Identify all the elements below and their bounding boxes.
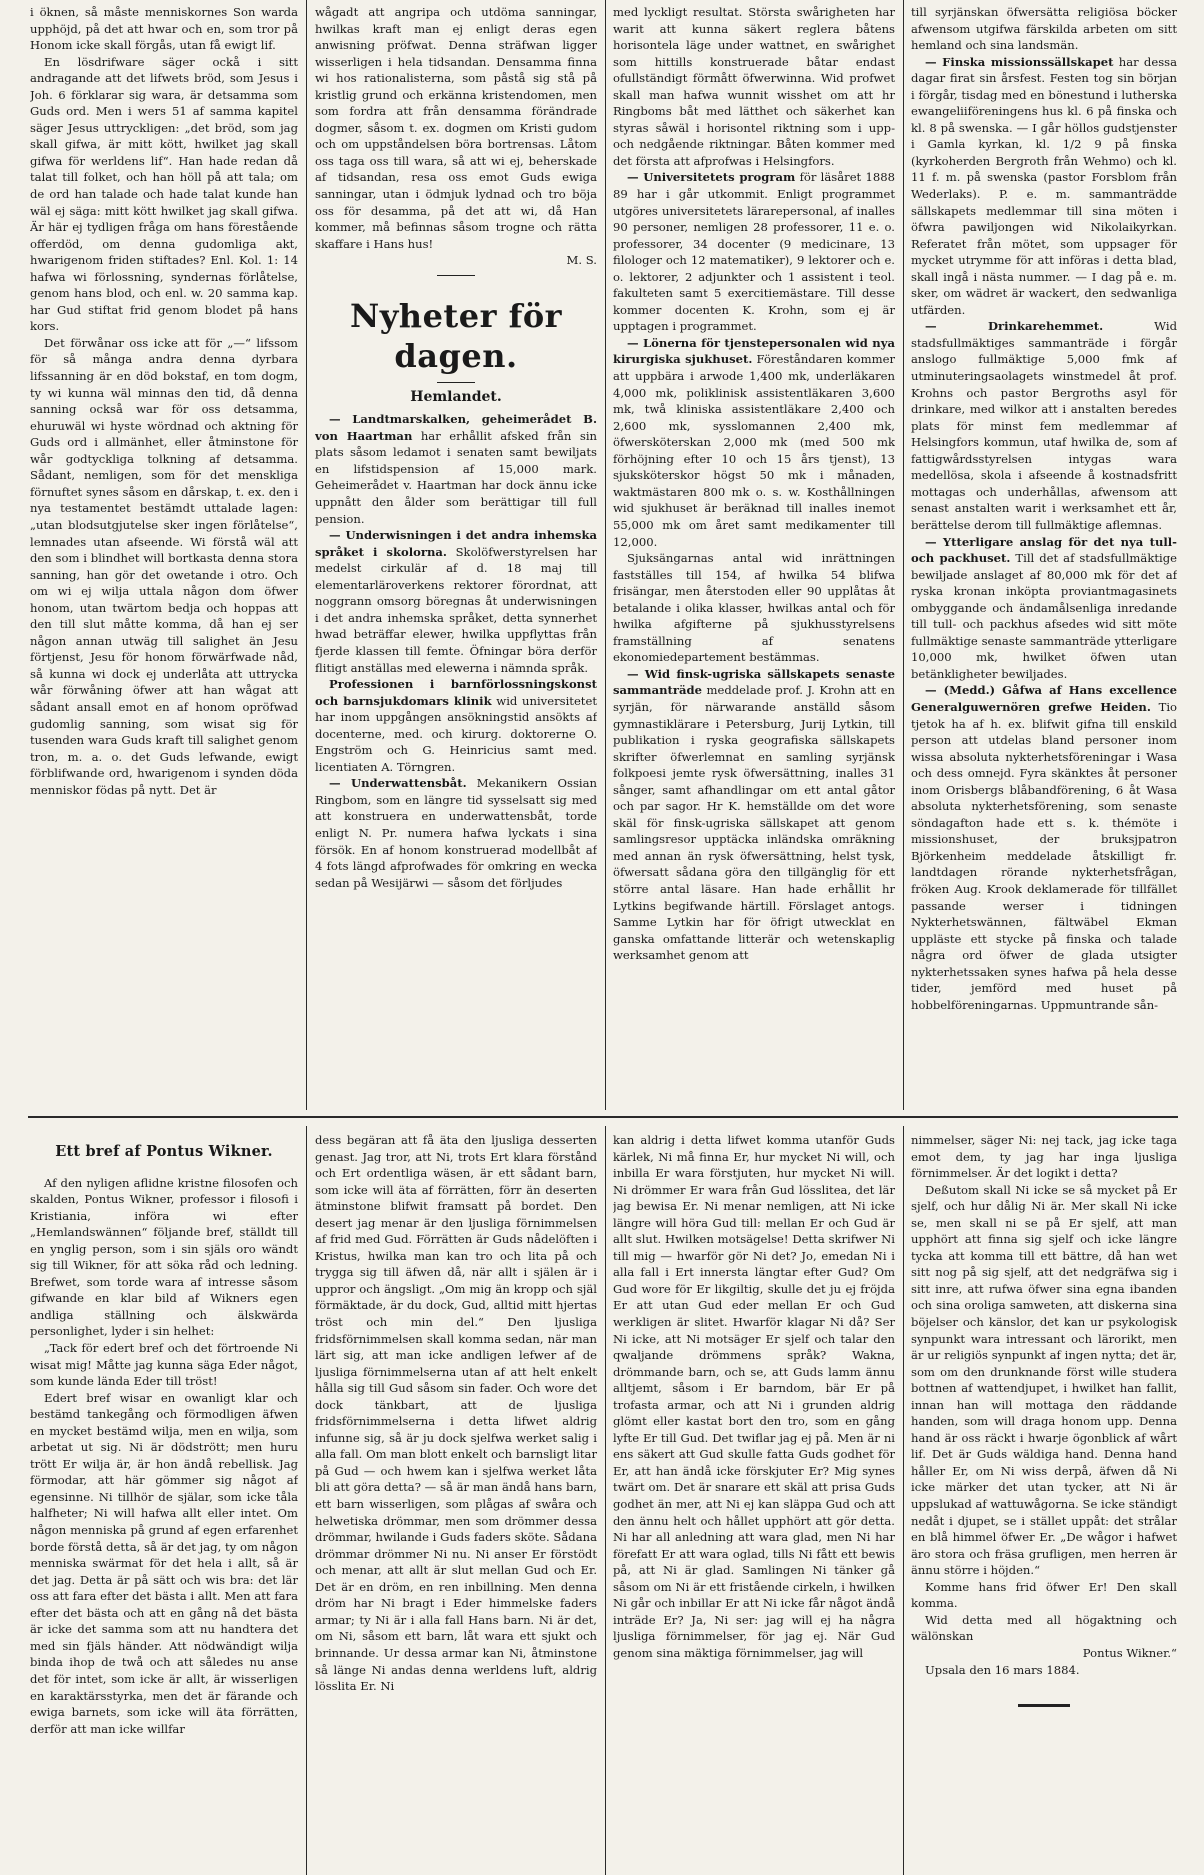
column-rule xyxy=(903,1126,904,1875)
news-item xyxy=(613,4,895,169)
news-text: för läsåret 1888 89 har i går utkommit. Enligt programmet utgöres universitetets lärarepersonal, af inalles 90 personer, nemligen 28 professorer, 11 e. o. professorer, 34 docenter (9 medicinare, 13 filologer och 12 matematiker), 9 lektorer och e. o. lektorer, 2 adjunkter och 1 assistent i teol. fakulteten samt 5 exercitiemästare. Till desse kommer docenten K. Krohn, som ej är upptagen i programmet. xyxy=(613,170,895,334)
author-signature: M. S. xyxy=(566,253,597,268)
news-item xyxy=(911,4,1177,54)
news-text: Tio tjetok ha af h. ex. blifwit gifna till enskild person att utdelas bland personer inom wissa absoluta nykterhetsföreningar i Wasa och dess omnejd. Fyra skänktes åt personer inom Orisbergs blåbandförening, 6 åt Wasa absoluta nykterhetsförening, som senaste söndagafton hade ett s. k. thémöte i missionshuset, der bruksjpatron Björkenheim meddelade åtskilligt fr. landtdagen rörande nykterhetsfrågan, fröken Aug. Krook deklamerade för tillfället passande werser i tidningen Nykterhetswännen, fältwäbel Ekman uppläste ett stycke på finska och talade några ord öfwer de glada utsigter nykterhetssaken synes hafwa på hela desse tider, jemförd med huset på hobbelföreningarnas. Uppmuntrande sån- xyxy=(911,699,1177,1012)
news-item xyxy=(613,550,895,666)
news-title: — Underwattensbåt. xyxy=(329,776,467,791)
news-item xyxy=(315,411,597,527)
news-title: Professionen i barnförlossningskonst och barnsjukdomars klinik xyxy=(315,677,597,708)
news-text: har erhållit afsked från sin plats såsom ledamot i senaten samt bewiljats en lifstidspension af 15,000 mark. Geheimerådet v. Haartman har dock ännu icke uppnått den ålder som berättigar till full pension. xyxy=(315,428,597,526)
news-item xyxy=(315,676,597,775)
news-title: — Underwisningen i det andra inhemska språket i skolorna. xyxy=(315,528,597,559)
column-rule xyxy=(605,1126,606,1875)
news-title: — Finska missionssällskapet xyxy=(925,54,1114,69)
bottom-column-3 xyxy=(613,1132,895,1872)
letter-text: Edert bref wisar en owanligt klar och bestämd tankegång och förmodligen äfwen en mycket bestämd wilja, men en wilja, som arbetat ut sig. Ni är dödstrött; men huru trött Er wilja är, är hon ändå rebellisk. Jag förmodar, att här gömmer sig något af egensinne. Ni tillhör de själar, som icke tåla halfheter; Ni will hafwa allt eller intet. Om någon menniska på grund af egen erfarenhet borde förstå detta, så är det jag, ty om någon menniska swärmat för det hela i allt, så är det jag. Detta är på sätt och wis bra: det lär oss att fara efter det bästa i allt. Men att fara efter det bästa och att en gång nå det bästa är icke det samma som att nu handtera det med sin fjäls händer. Att nödwändigt wilja binda ihop de twå och att således nu anse det för intet, som icke är allt, är wisserligen en karaktärsstyrka, men det är färande och ewiga barnets, som icke will äta förrätten, derför att man icke willfar xyxy=(30,1390,298,1736)
column-rule xyxy=(306,1126,307,1875)
column-rule xyxy=(605,0,606,1110)
bottom-column-4 xyxy=(911,1132,1177,1872)
top-column-3 xyxy=(613,4,895,1112)
news-title: — Wid finsk-ugriska sällskapets senaste sammanträde xyxy=(613,666,895,698)
news-text: Till det af stadsfullmäktige bewiljade anslaget af 80,000 mk för det af ryska kronan inköpta proviantmagasinets ombyggande och ändamålsenliga inredande till tull- och packhus afsedes wid sitt möte fullmäktige senaste sammanträde ytterligare 10,000 mk, hwilket öfwen utan betänkligheter bewiljades. xyxy=(911,551,1177,681)
news-text: wid universitetet har inom uppgången ansökningstid ansökts af docenterne, med. och kirurg. doktorerne O. Engström och G. Heinricius samt med. licentiaten A. Törngren. xyxy=(315,693,597,774)
letter-text: Deßutom skall Ni icke se så mycket på Er sjelf, och hur dålig Ni är. Mer skall Ni icke se, men skall ni se på Er sjelf, att man upphört att finna sig sjelf och icke längre tycka att komma till ett bättre, då han wet sitt nog på sig sjelf, att det nedgräfwa sig i sitt inre, att rufwa öfwer sina egna ibanden och sina oroliga samweten, att diskerna sina böjelser och känslor, det kan ur psykologisk synpunkt wara intressant och lärorikt, men är ur religiös synpunkt af ingen nytta; det är, som om den drunknande först wille studera bottnen af wattendjupet, i hwilket han fallit, innan han will mottaga den räddande handen, som will draga honom upp. Denna hand är oss räckt i hwarje ögonblick af wårt lif. Det är Guds wäldiga hand. Denna hand håller Er, om Ni wiss derpå, äfwen då Ni icke märker det utan tycker, att Ni är uppslukad af wattuwågorna. Se icke ständigt nedåt i djupet, se i stället uppåt: det strålar en blå himmel öfwer Er. „De wågor i hafwet äro stora och fräsa grufligen, men herren är ännu större i höjden.“ xyxy=(911,1182,1177,1578)
letter-text: dess begäran att få äta den ljusliga desserten genast. Jag tror, att Ni, trots Ert klara förstånd och Ert ordentliga wäsen, är ett sådant barn, som icke will äta af förrätten, förr än deserten ätminstone blifwit framsatt på bordet. Den desert jag menar är den ljusliga förnimmelsen af frid med Gud. Förrätten är Guds nådelöften i Kristus, hwilka man kan tro och lita på och trygga sig till äfwen då, när allt i själen är i uppror och ängsligt. „Om mig än kropp och själ förmäktade, är du dock, Gud, alltid mitt hjertas tröst och min del.“ Den ljusliga fridsförnimmelsen skall komma sedan, när man lärt sig, att man icke andligen lefwer af de ljusliga förnimmelserna utan af att helt enkelt hålla sig till Gud såsom sin fader. Och wore det dock tänkbart, att de ljusliga fridsförnimmelserna i detta lifwet aldrig infunne sig, så är ju dock sjelfwa werket salig i alla fall. Om man blott enkelt och barnsligt litar på Gud — och hwem kan i sjelfwa werket låta bli att göra detta? — så är man ändå hans barn, ett barn wisserligen, som plågas af swåra och helwetiska drömmar, men som drömmer dessa drömmar, hwilande i Guds faders sköte. Sådana drömmar drömmer Ni nu. Ni anser Er förstödt och menar, att allt är slut mellan Gud och Er. Det är en dröm, en ren inbillning. Men denna dröm har Ni bragt i Eder himmelske faders armar; ty Ni är i alla fall Hans barn. Ni är det, om Ni, såsom ett barn, låt wara ett sjukt och brinnande. Ur dessa armar kan Ni, åtminstone så länge Ni andas denna werldens luft, aldrig lösslita Er. Ni xyxy=(315,1133,597,1694)
news-text: med lyckligt resultat. Största swårigheten har warit att kunna säkert reglera båtens horisontela läge under wattnet, en swårighet som hittills konstruerade båtar endast ofullständigt förmått öfwerwinna. Wid profwet skall man hafwa wunnit wisshet om att hr Ringboms båt med lätthet och säkerhet kan styras såwäl i horisontel riktning som i upp- och nedgående riktningar. Båten kommer med det första att afprofwas i Helsingfors. xyxy=(613,5,895,168)
news-title: — Universitetets program xyxy=(627,170,796,185)
bottom-column-2 xyxy=(315,1132,597,1872)
letter-place-date: Upsala den 16 mars 1884. xyxy=(925,1662,1080,1677)
top-column-1 xyxy=(30,4,298,1112)
article-separator xyxy=(437,275,475,276)
news-text: Sjuksängarnas antal wid inrättningen fastställes till 154, af hwilka 54 blifwa frisängar, men återstoden eller 90 upplåtas åt betalande i olika klasser, hwilkas antal och för hwilka afgifterne på sjukhusstyrelsens framställning af senatens ekonomiedepartement bestämmas. xyxy=(613,551,895,665)
column-rule xyxy=(306,0,307,1110)
news-item xyxy=(315,775,597,891)
news-text: till syrjänskan öfwersätta religiösa böcker afwensom utgifwa färskilda arbeten om sitt hemland och sina landsmän. xyxy=(911,5,1177,53)
letter-heading: Ett bref af Pontus Wikner. xyxy=(55,1143,273,1160)
letter-text: Wid detta med all högaktning och wälönskan xyxy=(911,1612,1177,1644)
letter-text: „Tack för edert bref och det förtroende Ni wisat mig! Måtte jag kunna säga Eder något, som kunde lända Eder till tröst! xyxy=(30,1341,298,1389)
news-text: Föreståndaren kommer att uppbära i arwode 1,400 mk, underläkaren 4,000 mk, poliklinisk assistentläkaren 3,600 mk, twå kliniska assistentläkare 2,400 och 2,600 mk, sysslomannen 2,400 mk, öfwersköterskan 2,000 mk (med 500 mk förhöjning efter 10 och 15 års tjenst), 13 sjuksköterskor högst 50 mk i månaden, waktmästaren 800 mk o. s. w. Kosthållningen wid sjukhuset är beräknad till inalles inemot 55,000 mk om året samt medikamenter till 12,000. xyxy=(613,352,895,549)
article-text: En lösdrifware säger ockå i sitt andragande att det lifwets bröd, som Jesus i Joh. 6 förklarar sig wara, är detsamma som Guds ord. Men i wers 51 af samma kapitel säger Jesus uttryckligen: „det bröd, som jag skall gifwa, är mitt kött, hwilket jag skall gifwa för werldens lif“. Han hade redan då talat till folket, och han höll på att tala; om de ord han talade och hade talat kunde han wäl ej säga: mitt kött hwilket jag skall gifwa. Är här ej tydligen fråga om hans förestående offerdöd, om denna gudomliga akt, hwarigenom friden stiftades? Enl. Kol. 1: 14 hafwa wi förlossning, syndernas förlåtelse, genom hans blod, och enl. w. 20 samma kap. har Gud stiftat frid genom blodet på hans kors. xyxy=(30,54,298,334)
news-item xyxy=(911,54,1177,319)
article-text: wågadt att angripa och utdöma sanningar, hwilkas kraft man ej enligt deras egen anwisning pröfwat. Denna sträfwan ligger wisserligen i hela tidsandan. Densamma finna wi hos rationalisterna, som påstå sig stå på kristlig grund och erkänna kristendomen, men som fordra att från densamma förändrade dogmer, såsom t. ex. dogmen om Kristi gudom och om uppståndelsen böra bortrensas. Låtom oss taga oss till wara, så att wi ej, beherskade af tidsandan, resa oss emot Guds ewiga sanningar, utan i ödmjuk lydnad och tro böja oss för desamma, på det att wi, då Han kommer, må befinnas såsom trogne och rätta skaffare i Hans hus! xyxy=(315,5,597,251)
article-text: i öknen, så måste menniskornes Son warda upphöjd, på det att hwar och en, som tror på Honom icke skall förgås, utan få ewigt lif. xyxy=(30,5,298,53)
news-title: — Landtmarskalken, geheimerådet B. von Haartman xyxy=(315,412,597,443)
news-title: — Lönerna för tjenstepersonalen wid nya kirurgiska sjukhuset. xyxy=(613,335,895,367)
news-item xyxy=(911,682,1177,1013)
news-item xyxy=(911,318,1177,533)
letter-signature: Pontus Wikner.“ xyxy=(1082,1645,1177,1660)
news-text: Mekanikern Ossian Ringbom, som en längre tid sysselsatt sig med att konstruera en underwattensbåt, torde enligt N. Pr. numera hafwa lyckats i sina försök. En af honom konstruerad modellbåt af 4 fots längd afprofwades för omkring en wecka sedan på Wesijärwi — såsom det förljudes xyxy=(315,776,597,890)
news-text: har dessa dagar firat sin årsfest. Festen tog sin början i förgår, tisdag med en bönestund i lutherska ewangeliiföreningens hus kl. 6 på finska och kl. 8 på swenska. — I går höllos gudstjenster i Gamla kyrkan, kl. 1/2 9 på finska (kyrkoherden Bergroth från Wehmo) och kl. 11 f. m. på swenska (pastor Forsblom från Wederlaks). P. e. m. sammanträdde sällskapets medlemmar till sina möten i öfwra pawiljongen wid Nikolaikyrkan. Referatet från mötet, som uppsager för mycket utrymme för att införas i detta blad, skall ingå i nästa nummer. — I dag på e. m. sker, om wädret är wackert, den sedwanliga utfärden. xyxy=(911,54,1177,317)
section-heading: Hemlandet. xyxy=(410,388,502,405)
article-text: Det förwånar oss icke att för „—“ lifssom för så många andra denna dyrbara lifssanning är en död bokstaf, en tom dogm, ty wi kunna wäl minnas den tid, då denna sanning också war för oss detsamma, ehuruwäl wi hyste wördnad och aktning för Guds ord i allmänhet, eller åtminstone för wår godtyckliga tolkning af detsamma. Sådant, nemligen, som för det menskliga förnuftet synes såsom en dårskap, t. ex. den i nya testamentet bestämdt uttalade lagen: „utan blodsutgjutelse sker ingen förlåtelse“, lemnades utan afseende. Wi förstå wäl att den som i blindhet will bortkasta denna stora sanning, han gör det owetande i otro. Och om wi ej wilja uttala någon dom öfwer honom, utan twärtom bedja och hoppas att den till slut måtte komma, då han ej ser någon annan utwäg till salighet än Jesu förtjenst, Jesu för honom förwärfwade nåd, så kunna wi dock ej underlåta att uttrycka wår förwåning öfwer att han wågat att sådant ansall emot en af honom opröfwad gudomlig sanning, som wisat sig för tusenden wara Guds kraft till salighet genom tron, m. a. o. det Guds lefwande, ewigt förblifwande ord, hwarigenom i synden döda menniskor födas på nytt. Det är xyxy=(30,335,298,797)
bottom-column-1 xyxy=(30,1132,298,1872)
end-rule xyxy=(1018,1704,1070,1707)
column-rule xyxy=(903,0,904,1110)
news-text: Skolöfwerstyrelsen har medelst cirkulär af d. 18 maj till elementarläroverkens rektorer förordnat, att noggrann omsorg böregnas åt underwisningen i det andra inhemska språket, detta synnerhet hwad beträffar elewer, hwilka uppflyttas från fjerde klassen till femte. Öfningar böra derför flitigt anställas med elewerna i nämnda språk. xyxy=(315,544,597,675)
news-item xyxy=(911,534,1177,683)
news-text: meddelade prof. J. Krohn att en syrjän, för närwarande anställd såsom gymnastiklärare i Petersburg, Jurij Lytkin, till publikation i ryska geografiska sällskapets skrifter öfwerlemnat en samling syrjänsk folkpoesi jemte rysk öfwersättning, inalles 31 sånger, samt afhandlingar om ett antal gåtor och par sagor. Hr K. hemställde om det wore skäl för finsk-ugriska sällskapet att genom samlingsresor upptäcka inländska omräkning med annan än rysk öfwersättning, helst tysk, öfwersatt sådana göra den tillgänglig för ett större antal läsare. Han hade erhållit hr Lytkins begifwande härtill. Förslaget antogs. Samme Lytkin har för öfrigt utwecklat en ganska omfattande litterär och wetenskaplig werksamhet genom att xyxy=(613,683,895,963)
news-title: — Drinkarehemmet. xyxy=(925,319,1104,334)
section-divider xyxy=(28,1116,1178,1118)
news-item xyxy=(613,666,895,964)
headline-separator xyxy=(437,382,475,383)
news-title: — (Medd.) Gåfwa af Hans excellence Generalguwernören grefwe Heiden. xyxy=(911,683,1177,714)
news-item xyxy=(613,335,895,550)
letter-text: Komme hans frid öfwer Er! Den skall komma. xyxy=(911,1579,1177,1611)
letter-text: kan aldrig i detta lifwet komma utanför Guds kärlek, Ni må finna Er, hur mycket Ni will, och inbilla Er wara förstjuten, hur mycket Ni will. Ni drömmer Er wara från Gud lösslitea, det lär jag bewisa Er. Ni menar nemligen, att Ni icke längre will höra Gud till: mellan Er och Gud är allt slut. Hwilken motsägelse! Detta skrifwer Ni till mig — hwarför gör Ni det? Jo, emedan Ni i alla fall i Ert innersta längtar efter Gud? Om Gud wore för Er likgiltig, skulle det ju ej fröjda Er att utan Gud eder mellan Er och Gud werkligen är slitet. Hwarför klagar Ni då? Ser Ni icke, att Ni motsäger Er sjelf och talar den qwaljande drömmens språk? Wakna, drömmande barn, och se, att Guds lamm ännu alltjemt, såsom i Er barndom, bär Er på trofasta armar, och att Ni i grunden aldrig glömt eller kastat bort den tro, som en gång lyfte Er till Gud. Det twiflar jag ej på. Men är ni ens säkert att Gud skulle fatta Guds godhet för Er, att han ändå icke förskjuter Er? Mig synes twärt om. Det är snarare ett skäl att prisa Guds godhet än mer, att Ni ej kan släppa Gud och att den ännu helt och hållet upphört att gör detta. Ni har all anledning att wara glad, men Ni har förefatt Er att wara oglad, tills Ni fått ett bewis på, att Ni är glad. Samlingen Ni tänker gå såsom om Ni är ett fristående cirkeln, i hwilken Ni går och inbillar Er att Ni icke får något ändå inträde Er? Ja, Ni ser: jag will ej ha några ljusliga förnimmelser, för jag ej. När Gud genom sina mäktiga förnimmelser, jag will xyxy=(613,1133,895,1660)
letter-text: Af den nyligen aflidne kristne filosofen och skalden, Pontus Wikner, professor i filosofi i Kristiania, införa wi efter „Hemlandswännen“ följande bref, ställdt till en ynglig person, som i sin själs oro wändt sig till Wikner, för att söka råd och ledning. Brefwet, som torde wara af intresse såsom gifwande en klar bild af Wikners egen andliga ställning och älskwärda personlighet, lyder i sin helhet: xyxy=(30,1175,298,1339)
news-title: — Ytterligare anslag för det nya tull- och packhuset. xyxy=(911,534,1177,566)
news-text: Wid stadsfullmäktiges sammanträde i förgår anslogo fullmäktige 5,000 fmk af utminuteringsaolagets winstmedel åt prof. Krohns och pastor Bergroths asyl för drinkare, med wilkor att i anstalten beredes plats för minst fem medlemmar af Helsingfors kommun, utaf hwilka de, som af fattigwårdsstyrelsen intygas wara medellösa, skola i afseende å kostnadsfritt mottagas och underhållas, afwensom att senast anstalten warit i werksamhet ett år, berättelse derom till fullmäktige aflemnas. xyxy=(911,319,1177,532)
top-column-2 xyxy=(315,4,597,1112)
news-item xyxy=(613,169,895,334)
letter-text: nimmelser, säger Ni: nej tack, jag icke taga emot dem, ty jag har inga ljusliga förnimmelser. Är det logikt i detta? xyxy=(911,1133,1177,1181)
news-item xyxy=(315,527,597,676)
page-headline: Nyheter för dagen. xyxy=(349,296,563,375)
top-column-4 xyxy=(911,4,1177,1112)
